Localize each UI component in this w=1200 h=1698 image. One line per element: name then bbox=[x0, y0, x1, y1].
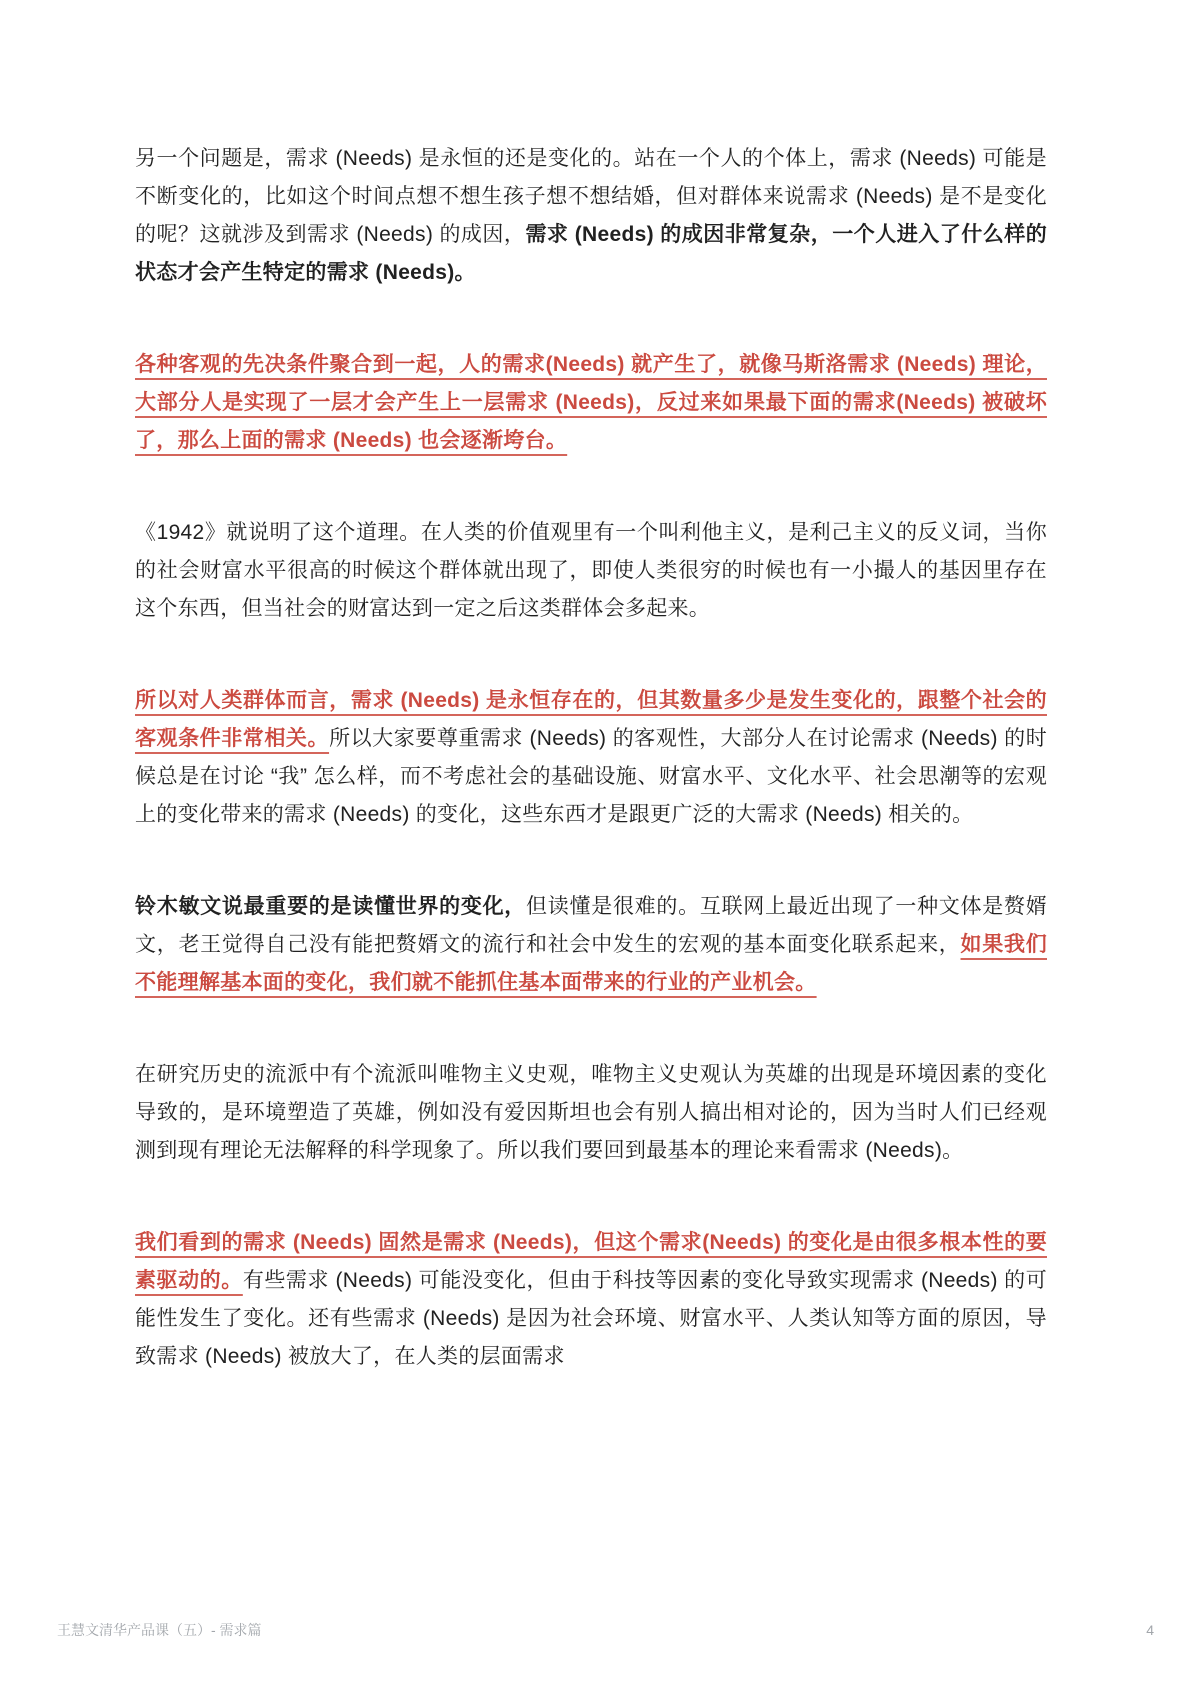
text-run-red-highlight: 各种客观的先决条件聚合到一起，人的需求(Needs) 就产生了，就像马斯洛需求 (Needs) 理论，大部分人是实现了一层才会产生上一层需求 (Needs)，反过来如果最下面的需求(Needs) 被破坏了，那么上面的需求 (Needs) 也会逐渐垮台。 bbox=[135, 353, 1047, 452]
text-run-red-highlight: 如果我们不能理解基本面的变化，我们就不能抓住基本面带来的行业的产业机会。 bbox=[135, 933, 1047, 994]
paragraph-1 bbox=[135, 140, 1047, 292]
text-run: 有些需求 (Needs) 可能没变化，但由于科技等因素的变化导致实现需求 (Needs) 的可能性发生了变化。还有些需求 (Needs) 是因为社会环境、财富水平、人类认知等方面的原因，导致需求 (Needs) 被放大了，在人类的层面需求 bbox=[135, 1269, 1047, 1368]
paragraph-5 bbox=[135, 888, 1047, 1002]
text-run-bold: 铃木敏文说最重要的是读懂世界的变化， bbox=[135, 895, 527, 918]
paragraph-6 bbox=[135, 1056, 1047, 1170]
text-run: 《1942》就说明了这个道理。在人类的价值观里有一个叫利他主义，是利己主义的反义词，当你的社会财富水平很高的时候这个群体就出现了，即使人类很穷的时候也有一小撮人的基因里存在这个东西，但当社会的财富达到一定之后这类群体会多起来。 bbox=[135, 521, 1047, 620]
footer-title: 王慧文清华产品课（五）- 需求篇 bbox=[57, 1622, 262, 1638]
text-run-bold: 需求 (Needs) 的成因非常复杂，一个人进入了什么样的状态才会产生特定的需求 (Needs)。 bbox=[135, 223, 1047, 284]
document-body bbox=[135, 140, 1047, 1430]
text-run-red-highlight: 所以对人类群体而言，需求 (Needs) 是永恒存在的，但其数量多少是发生变化的，跟整个社会的客观条件非常相关。 bbox=[135, 689, 1047, 750]
text-run: 在研究历史的流派中有个流派叫唯物主义史观，唯物主义史观认为英雄的出现是环境因素的变化导致的，是环境塑造了英雄，例如没有爱因斯坦也会有别人搞出相对论的，因为当时人们已经观测到现有理论无法解释的科学现象了。所以我们要回到最基本的理论来看需求 (Needs)。 bbox=[135, 1063, 1047, 1162]
paragraph-3 bbox=[135, 514, 1047, 628]
page-number: 4 bbox=[1146, 1622, 1154, 1638]
text-run: 但读懂是很难的。互联网上最近出现了一种文体是赘婿文，老王觉得自己没有能把赘婿文的流行和社会中发生的宏观的基本面变化联系起来， bbox=[135, 895, 1048, 956]
paragraph-7 bbox=[135, 1224, 1047, 1376]
text-run: 另一个问题是，需求 (Needs) 是永恒的还是变化的。站在一个人的个体上，需求 (Needs) 可能是不断变化的，比如这个时间点想不想生孩子想不想结婚，但对群体来说需求 (Needs) 是不是变化的呢？这就涉及到需求 (Needs) 的成因， bbox=[135, 147, 1047, 246]
page-footer bbox=[57, 1620, 1154, 1640]
paragraph-2 bbox=[135, 346, 1047, 460]
paragraph-4 bbox=[135, 682, 1047, 834]
text-run-red-highlight: 我们看到的需求 (Needs) 固然是需求 (Needs)，但这个需求(Needs) 的变化是由很多根本性的要素驱动的。 bbox=[135, 1231, 1047, 1292]
text-run: 所以大家要尊重需求 (Needs) 的客观性，大部分人在讨论需求 (Needs) 的时候总是在讨论 “我” 怎么样，而不考虑社会的基础设施、财富水平、文化水平、社会思潮等的宏观上的变化带来的需求 (Needs) 的变化，这些东西才是跟更广泛的大需求 (Needs) 相关的。 bbox=[135, 727, 1047, 826]
